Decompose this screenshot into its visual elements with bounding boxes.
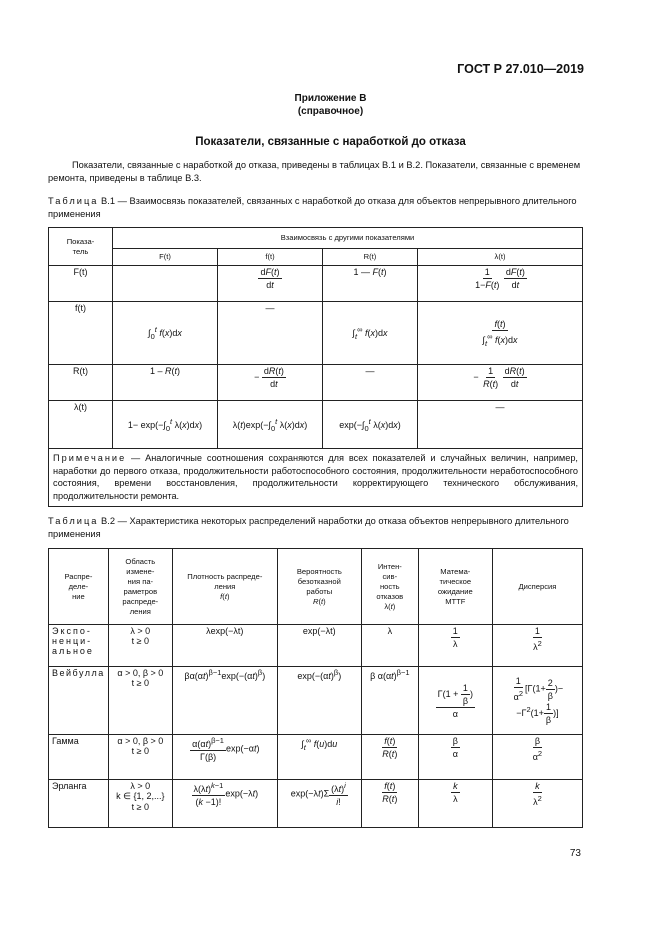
intro-paragraph: Показатели, связанные с наработкой до отказа, приведены в таблицах В.1 и В.2. Показатели, связанные с временем ремонта, приведены в таблице В.3.: [48, 160, 581, 183]
table2-caption-text: В.2 — Характеристика некоторых распределений наработки до отказа объектов непрерывного длительного применения: [48, 516, 569, 539]
t1-col-lambda: λ(t): [418, 249, 583, 266]
t1-cell-formula: $\frac{f(t)}{\int_t^\infty f(x)dx}$: [418, 302, 583, 365]
t1-row-F-label: F(t): [49, 266, 113, 302]
t1-cell-formula: − $\frac{1}{R(t)}$ $\frac{dR(t)}{dt}$: [418, 365, 583, 401]
t2-row-name: Гамма: [49, 735, 109, 780]
t2-cell-reliability: exp(−λt): [277, 625, 361, 667]
t2-row-params: α > 0, β > 0 t ≥ 0: [108, 735, 172, 780]
table1-caption-prefix: Таблица: [48, 196, 99, 206]
t1-row-R-label: R(t): [49, 365, 113, 401]
t1-col-F: F(t): [113, 249, 218, 266]
t2-cell-rate: β $\alpha(\alpha t)^{\beta-1}$: [361, 667, 418, 735]
t1-cell-dash: —: [418, 401, 583, 449]
t2-cell-reliability: exp(−λt)Σ $\frac{(\lambda t)^i}{i!}$: [277, 780, 361, 828]
t1-cell: [113, 266, 218, 302]
t1-col-R: R(t): [323, 249, 418, 266]
table1-note-prefix: Примечание: [53, 453, 127, 463]
t1-cell-dash: —: [218, 302, 323, 365]
t2-head-density: Плотность распреде- ления f(t): [172, 549, 277, 625]
t2-head-rate: Интен- сив- ность отказов λ(t): [361, 549, 418, 625]
t2-cell-mttf: $\frac{\beta}{\alpha}$: [418, 735, 492, 780]
t1-cell-formula: 1 — F(t): [323, 266, 418, 302]
t2-row-name: Вейбулла: [49, 667, 109, 735]
t1-cell-dash: —: [323, 365, 418, 401]
t2-cell-variance: $\frac{\beta}{\alpha^2}$: [492, 735, 582, 780]
appendix-subtitle: (справочное): [297, 106, 364, 117]
t2-cell-rate: $\frac{f(t)}{R(t)}$: [361, 735, 418, 780]
t2-cell-density: $\beta\alpha(\alpha t)^{\beta-1}\exp(-(\alpha t)^\beta)$: [172, 667, 277, 735]
table1-note-text: — Аналогичные соотношения сохраняются для всех показателей и случайных величин, например, наработки до первого отказа, продолжительности работоспособного состояния, продолжительности неработоспособного состояния, времени восстановления, продолжительности корректирующего технического обслуживания, продолжительности ремонта.: [53, 453, 578, 501]
t1-cell-formula: $\frac{dF(t)}{dt}$: [218, 266, 323, 302]
t2-head-variance: Дисперсия: [492, 549, 582, 625]
document-code: ГОСТ Р 27.010—2019: [457, 62, 584, 76]
t1-row-lambda-label: λ(t): [49, 401, 113, 449]
t2-cell-density: $\frac{\alpha(\alpha t)^{\beta-1}}{\Gamma(\beta)}$ exp(−αt): [172, 735, 277, 780]
t2-cell-variance: $\frac{1}{\alpha^2}$ [Γ(1+ $\frac{2}{\beta}$ )− $-\Gamma^2(1+$ $\frac{1}{\beta}$ )]: [492, 667, 582, 735]
t2-cell-density: $\frac{\lambda(\lambda t)^{k-1}}{(k -1)!}$ exp(−λt): [172, 780, 277, 828]
table-b1: [48, 227, 583, 507]
t2-head-params: Область измене- ния па- раметров распреде- ления: [108, 549, 172, 625]
t2-row-name: Экспо-ненци-альное: [49, 625, 109, 667]
t2-row-name: Эрланга: [49, 780, 109, 828]
t1-row-f-label: f(t): [49, 302, 113, 365]
t2-cell-mttf: Γ(1 + $\frac{1}{\beta}$ ) α: [418, 667, 492, 735]
table2-caption: [48, 515, 583, 541]
table1-caption: [48, 195, 583, 221]
t1-cell-formula: $\exp(-\int_0^t$ λ(x)dx): [323, 401, 418, 449]
t2-cell-variance: $\frac{k}{\lambda^2}$: [492, 780, 582, 828]
page-number: 73: [569, 848, 581, 859]
t1-cell-formula: $1- \exp(-\int_0^t$ λ(x)dx): [113, 401, 218, 449]
t1-head-group: Взаимосвязь с другими показателями: [113, 228, 583, 249]
table1-note: [49, 449, 583, 507]
table-b2: [48, 548, 583, 828]
t1-cell-formula: $\int_t^\infty$ f(x)dx: [323, 302, 418, 365]
t1-cell-formula: $\int_0^t$ f(x)dx: [113, 302, 218, 365]
t1-cell-formula: 1 – R(t): [113, 365, 218, 401]
t2-cell-rate: $\frac{f(t)}{R(t)}$: [361, 780, 418, 828]
t2-cell-mttf: $\frac{1}{\lambda}$: [418, 625, 492, 667]
t2-cell-rate: λ: [361, 625, 418, 667]
t2-row-params: α > 0, β > 0 t ≥ 0: [108, 667, 172, 735]
t1-cell-formula: $\frac{1}{1-F(t)}$ $\frac{dF(t)}{dt}$: [418, 266, 583, 302]
t1-head-indicator: Показа- тель: [49, 228, 113, 266]
t2-head-reliability: Вероятность безотказной работы R(t): [277, 549, 361, 625]
table2-caption-prefix: Таблица: [48, 516, 99, 526]
t1-cell-formula: $\lambda(t)\exp(-\int_0^t$ λ(x)dx): [218, 401, 323, 449]
t1-col-f: f(t): [218, 249, 323, 266]
table1-caption-text: В.1 — Взаимосвязь показателей, связанных с наработкой до отказа для объектов непрерывного длительного применения: [48, 196, 577, 219]
t1-cell-formula: − $\frac{dR(t)}{dt}$: [218, 365, 323, 401]
t2-cell-reliability: $\exp(-(\alpha t)^\beta)$: [277, 667, 361, 735]
t2-head-distribution: Распре- деле- ние: [49, 549, 109, 625]
t2-row-params: λ > 0 t ≥ 0: [108, 625, 172, 667]
t2-cell-mttf: $\frac{k}{\lambda}$: [418, 780, 492, 828]
t2-cell-density: λexp(−λt): [172, 625, 277, 667]
appendix-title: Приложение В: [294, 93, 367, 104]
t2-head-mttf: Матема- тическое ожидание MTTF: [418, 549, 492, 625]
t2-cell-reliability: $\int_t^\infty$ f(u)du: [277, 735, 361, 780]
section-title: Показатели, связанные с наработкой до отказа: [195, 136, 466, 148]
t2-row-params: λ > 0 k ∈ {1, 2,...} t ≥ 0: [108, 780, 172, 828]
t2-cell-variance: $\frac{1}{\lambda^2}$: [492, 625, 582, 667]
